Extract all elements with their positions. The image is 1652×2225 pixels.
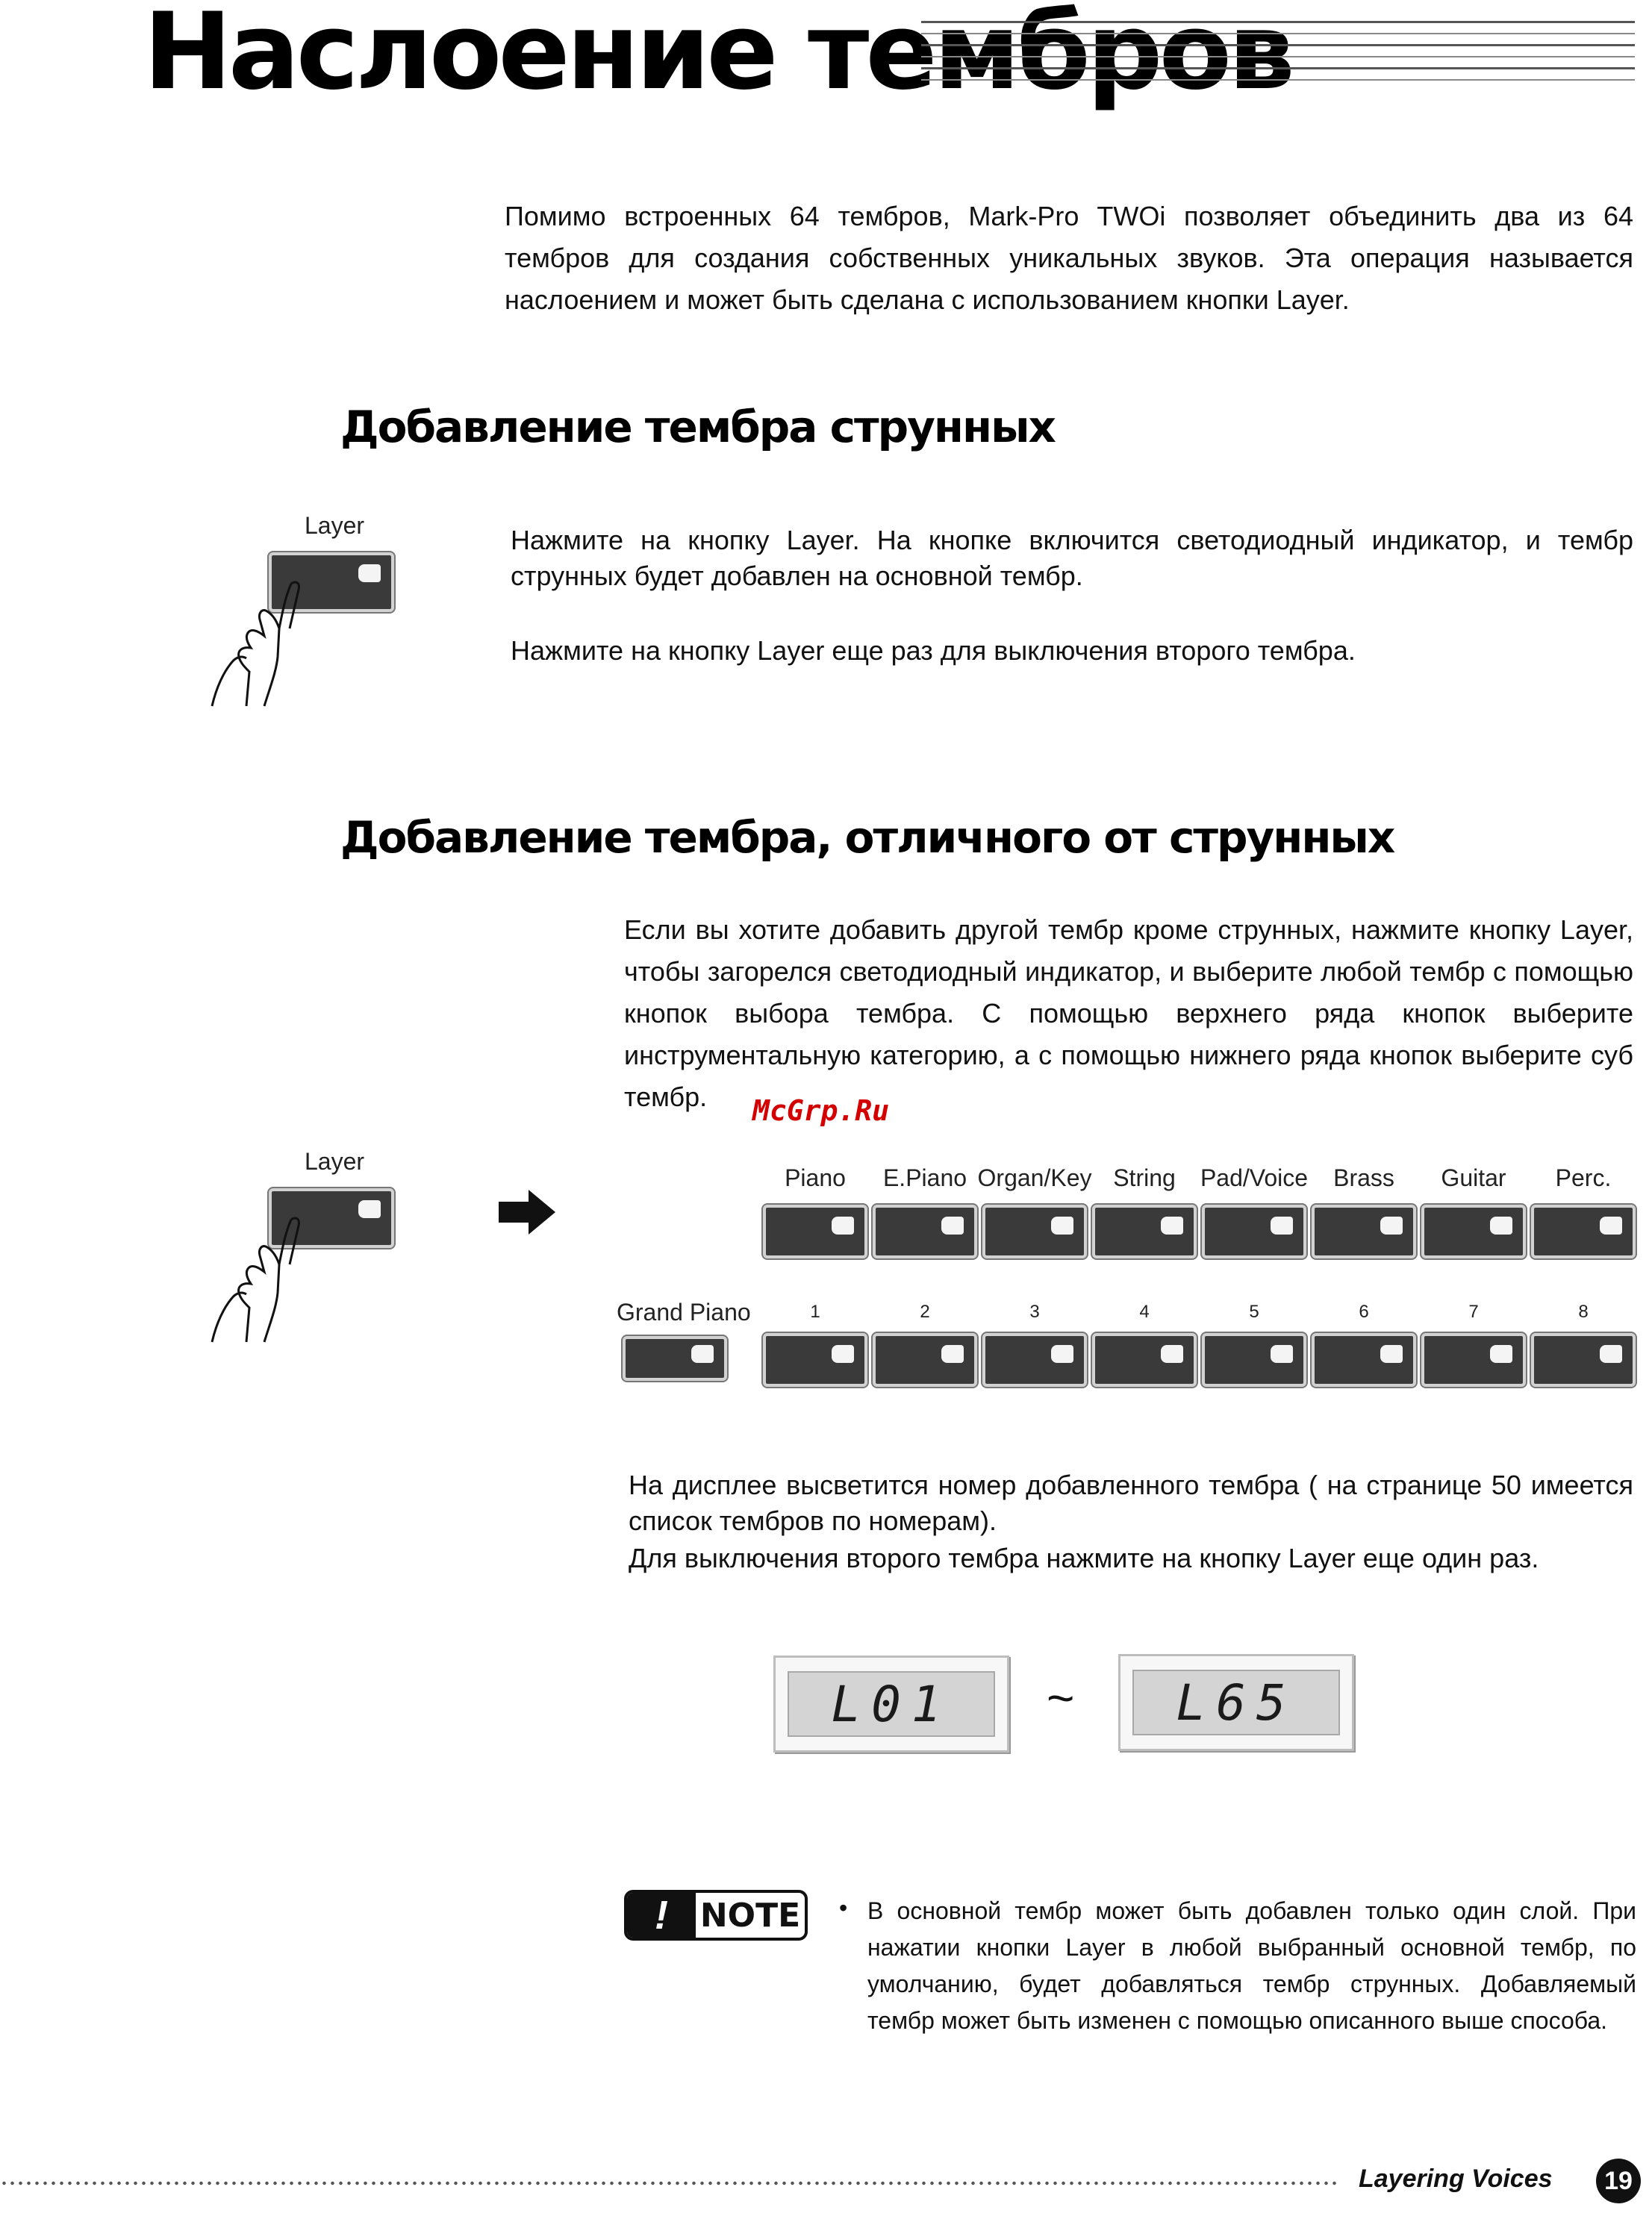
sub-voice-button[interactable] xyxy=(1092,1333,1197,1387)
category-button[interactable] xyxy=(1312,1205,1416,1258)
sub-voice-number: 3 xyxy=(1029,1302,1040,1322)
range-tilde: ~ xyxy=(1047,1671,1075,1725)
sub-voice-button[interactable] xyxy=(763,1333,867,1387)
note-badge xyxy=(624,1890,808,1941)
sub-voice-number: 1 xyxy=(810,1302,820,1322)
grand-piano-label: Grand Piano xyxy=(617,1299,751,1326)
sub-voice-button[interactable] xyxy=(1531,1333,1636,1387)
category-led xyxy=(1380,1217,1403,1235)
layer-led-indicator-2 xyxy=(358,1200,381,1218)
lcd-readout-from: L01 xyxy=(788,1671,995,1737)
sub-voice-number: 6 xyxy=(1359,1302,1369,1322)
section1-paragraph-2: Нажмите на кнопку Layer еще раз для выключения второго тембра. xyxy=(511,635,1356,666)
sub-voice-button[interactable] xyxy=(1421,1333,1526,1387)
pressing-hand-icon xyxy=(202,575,306,709)
watermark: McGrp.Ru xyxy=(752,1094,890,1127)
note-badge-label: NOTE xyxy=(699,1896,801,1935)
footer-section-label: Layering Voices xyxy=(1359,2165,1553,2193)
grand-piano-button[interactable] xyxy=(623,1336,727,1381)
category-button[interactable] xyxy=(982,1205,1087,1258)
sub-voice-led xyxy=(1490,1345,1512,1363)
layer-button-label: Layer xyxy=(304,512,365,539)
category-led xyxy=(1271,1217,1293,1235)
category-button[interactable] xyxy=(1092,1205,1197,1258)
pressing-hand-icon-2 xyxy=(202,1211,306,1345)
section2-paragraph-2: На дисплее высветится номер добавленного тембра ( на странице 50 имеется список тембров по номерам). xyxy=(629,1470,1633,1536)
page-title: Наслоение тембров xyxy=(143,0,1291,113)
page-number: 19 xyxy=(1596,2159,1641,2203)
category-label: String xyxy=(1113,1164,1176,1191)
category-button[interactable] xyxy=(763,1205,867,1258)
category-button[interactable] xyxy=(1202,1205,1306,1258)
sub-voice-led xyxy=(1051,1345,1073,1363)
sub-voice-led xyxy=(1600,1345,1622,1363)
sub-voice-led xyxy=(1271,1345,1293,1363)
title-decoration-lines xyxy=(921,21,1635,88)
sub-voice-led xyxy=(1161,1345,1183,1363)
sub-voice-button[interactable] xyxy=(1312,1333,1416,1387)
category-label: Brass xyxy=(1333,1164,1394,1191)
sub-voice-led xyxy=(1380,1345,1403,1363)
section-heading-strings: Добавление тембра струнных xyxy=(340,402,1055,452)
category-label: Organ/Key xyxy=(977,1164,1092,1191)
category-led xyxy=(1600,1217,1622,1235)
sub-voice-led xyxy=(832,1345,854,1363)
category-button[interactable] xyxy=(1421,1205,1526,1258)
note-bullet: • xyxy=(839,1894,848,1921)
sub-voice-number: 7 xyxy=(1468,1302,1479,1322)
category-button[interactable] xyxy=(873,1205,977,1258)
category-led xyxy=(1051,1217,1073,1235)
footer-dotted-rule xyxy=(0,2181,1336,2185)
sub-voice-number: 4 xyxy=(1139,1302,1150,1322)
category-led xyxy=(1490,1217,1512,1235)
category-label: Perc. xyxy=(1555,1164,1612,1191)
grand-piano-led xyxy=(691,1345,714,1363)
lcd-readout-to: L65 xyxy=(1132,1670,1340,1735)
category-label: E.Piano xyxy=(882,1164,967,1191)
sub-voice-button[interactable] xyxy=(1202,1333,1306,1387)
sub-voice-button[interactable] xyxy=(873,1333,977,1387)
category-label: Pad/Voice xyxy=(1200,1164,1309,1191)
sub-voice-number: 8 xyxy=(1578,1302,1589,1322)
category-button[interactable] xyxy=(1531,1205,1636,1258)
layer-led-indicator xyxy=(358,564,381,582)
layer-button-label-2: Layer xyxy=(304,1148,365,1175)
note-text: В основной тембр может быть добавлен только один слой. При нажатии кнопки Layer в любой выбранный основной тембр, по умолчанию, будет добавляться тембр струнных. Добавляемый тембр может быть изменен с помощью описанного выше способа. xyxy=(867,1897,1636,2034)
category-label: Guitar xyxy=(1441,1164,1506,1191)
sub-voice-button[interactable] xyxy=(982,1333,1087,1387)
section2-paragraph-1: Если вы хотите добавить другой тембр кроме струнных, нажмите кнопку Layer, чтобы загорелся светодиодный индикатор, и выберите любой тембр с помощью кнопок выбора тембра. С помощью верхнего ряда кнопок выберите инструментальную категорию, а с помощью нижнего ряда кнопок выберите суб тембр. xyxy=(624,914,1633,1112)
category-label: Piano xyxy=(785,1164,846,1191)
lcd-display-from xyxy=(773,1656,1009,1753)
section-heading-other-voice: Добавление тембра, отличного от струнных xyxy=(340,812,1394,863)
sub-voice-led xyxy=(941,1345,964,1363)
sub-voice-number: 2 xyxy=(920,1302,930,1322)
lcd-display-to xyxy=(1118,1654,1354,1751)
exclamation-icon: ! xyxy=(627,1893,696,1938)
right-arrow-icon xyxy=(499,1190,558,1235)
category-led xyxy=(832,1217,854,1235)
category-led xyxy=(941,1217,964,1235)
intro-paragraph: Помимо встроенных 64 тембров, Mark-Pro TWOi позволяет объединить два из 64 тембров для создания собственных уникальных звуков. Эта операция называется наслоением и может быть сделана с использованием кнопки Layer. xyxy=(505,201,1633,315)
section1-paragraph-1: Нажмите на кнопку Layer. На кнопке включится светодиодный индикатор, и тембр струнных будет добавлен на основной тембр. xyxy=(511,525,1633,591)
sub-voice-number: 5 xyxy=(1249,1302,1259,1322)
category-led xyxy=(1161,1217,1183,1235)
section2-paragraph-3: Для выключения второго тембра нажмите на кнопку Layer еще один раз. xyxy=(629,1543,1539,1573)
